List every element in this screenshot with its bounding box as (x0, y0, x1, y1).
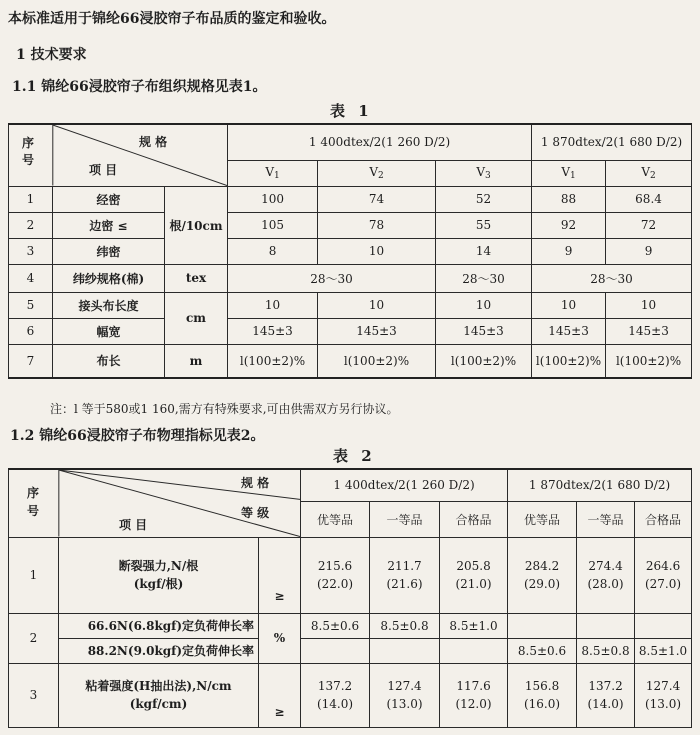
table-cell: 优等品 (301, 501, 370, 537)
table-cell: 纬纱规格(棉) (53, 264, 165, 292)
table-row (9, 537, 692, 613)
table1-header-diagonal (9, 124, 228, 186)
table-cell: l(100±2)% (532, 344, 606, 378)
table-cell: 92 (532, 212, 606, 238)
table-cell: 66.6N(6.8kgf)定负荷伸长率 (59, 613, 259, 638)
table-cell: 边密 ≤ (53, 212, 165, 238)
section-heading-1: 1 技术要求 (16, 47, 87, 63)
unit-density: 根/10cm (165, 186, 228, 264)
table-cell: 145±3 (606, 318, 692, 344)
table-cell (59, 537, 259, 613)
table-cell: l(100±2)% (318, 344, 436, 378)
cell-value: (21.6) (386, 577, 423, 591)
table-cell: 14 (436, 238, 532, 264)
table-cell: 4 (9, 264, 53, 292)
table-cell: 68.4 (606, 186, 692, 212)
table-cell: 52 (436, 186, 532, 212)
cell-value: 205.8 (456, 559, 491, 573)
table-cell: l(100±2)% (436, 344, 532, 378)
table-cell: 88.2N(9.0kgf)定负荷伸长率 (59, 638, 259, 663)
table-cell: 1 (9, 186, 53, 212)
cell-value: 284.2 (524, 559, 560, 573)
table-cell (440, 638, 508, 663)
table-cell: 合格品 (635, 501, 692, 537)
table-cell (577, 537, 635, 613)
table-cell: 一等品 (577, 501, 635, 537)
cell-value: 断裂强力,N/根 (118, 559, 199, 573)
cell-value: 156.8 (524, 679, 560, 693)
cell-value: (13.0) (386, 697, 423, 711)
table-cell: ≥ (259, 663, 301, 727)
intro-text: 本标准适用于锦纶66浸胶帘子布品质的鉴定和验收。 (8, 11, 336, 27)
table-cell (635, 613, 692, 638)
table-cell: 10 (606, 292, 692, 318)
table2-hdr-spec: 规 格 (241, 476, 270, 490)
table-cell: 10 (532, 292, 606, 318)
table-cell: 布长 (53, 344, 165, 378)
table2-caption: 表 2 (333, 447, 376, 465)
table-cell (59, 663, 259, 727)
table-cell: 145±3 (436, 318, 532, 344)
table-cell: 5 (9, 292, 53, 318)
table-cell: 100 (228, 186, 318, 212)
table2-hdr-seq: 序号 (26, 486, 39, 518)
table-cell: 9 (532, 238, 606, 264)
table-cell: 8.5±0.8 (370, 613, 440, 638)
section-heading-1-2: 1.2 锦纶66浸胶帘子布物理指标见表2。 (10, 428, 265, 444)
table-cell (370, 537, 440, 613)
table-row (9, 264, 692, 292)
cell-value: (14.0) (316, 697, 354, 711)
cell-value: (13.0) (644, 697, 682, 711)
cell-value: 274.4 (588, 559, 623, 573)
table1-hdr-spec: 规 格 (139, 135, 168, 149)
table-cell: 8.5±0.8 (577, 638, 635, 663)
table2-header-diagonal (9, 469, 301, 537)
table-cell: 78 (318, 212, 436, 238)
cell-value: $V_2$ (369, 165, 384, 181)
table1-note: 注：l 等于580或1 160,需方有特殊要求,可由供需双方另行协议。 (50, 402, 399, 416)
table-cell: 纬密 (53, 238, 165, 264)
table-cell: 8 (228, 238, 318, 264)
table-cell: 10 (436, 292, 532, 318)
cell-value: (27.0) (644, 577, 682, 591)
table-cell: % (259, 613, 301, 663)
table-cell (577, 663, 635, 727)
cell-value: $V_2$ (641, 165, 656, 181)
cell-value: (21.0) (455, 577, 492, 591)
cell-value: (12.0) (455, 697, 492, 711)
table-cell: 优等品 (508, 501, 577, 537)
table-cell (440, 537, 508, 613)
cell-value: 粘着强度(H抽出法),N/cm (85, 679, 232, 693)
table-row (9, 212, 692, 238)
cell-value: (kgf/根) (133, 577, 184, 591)
cell-value: 127.4 (387, 679, 422, 693)
table-cell: 一等品 (370, 501, 440, 537)
cell-value: 264.6 (645, 559, 681, 573)
table2-hdr-grade: 等 级 (241, 506, 270, 520)
table1-col-v2 (318, 160, 436, 186)
table-cell (577, 613, 635, 638)
cell-value: (16.0) (523, 697, 561, 711)
cell-value: (22.0) (316, 577, 354, 591)
cell-value: (kgf/cm) (129, 697, 188, 711)
table1-col-v1 (228, 160, 318, 186)
table-cell: 74 (318, 186, 436, 212)
table-cell: 接头布长度 (53, 292, 165, 318)
table2-group1: 1 400dtex/2(1 260 D/2) (301, 469, 508, 501)
table-cell: 7 (9, 344, 53, 378)
table-cell: 8.5±0.6 (301, 613, 370, 638)
table-cell (508, 663, 577, 727)
table-cell: 72 (606, 212, 692, 238)
table-cell: 105 (228, 212, 318, 238)
table-cell: 8.5±1.0 (635, 638, 692, 663)
table-cell: 2 (9, 613, 59, 663)
table-row (9, 344, 692, 378)
cell-value: 215.6 (317, 559, 353, 573)
table-cell: 经密 (53, 186, 165, 212)
table-cell: 6 (9, 318, 53, 344)
table-cell: 10 (318, 292, 436, 318)
table-2 (8, 468, 692, 728)
table-cell: 合格品 (440, 501, 508, 537)
table1-col-v2b (606, 160, 692, 186)
section-heading-1-1: 1.1 锦纶66浸胶帘子布组织规格见表1。 (12, 79, 267, 95)
cell-value: 211.7 (387, 559, 422, 573)
table-cell (301, 663, 370, 727)
cell-value: $V_3$ (476, 165, 491, 181)
table2-group2: 1 870dtex/2(1 680 D/2) (508, 469, 692, 501)
table-cell (301, 537, 370, 613)
table-cell: 1 (9, 537, 59, 613)
cell-value: 117.6 (456, 679, 491, 693)
table-cell (440, 663, 508, 727)
table-cell: 88 (532, 186, 606, 212)
table-cell: l(100±2)% (228, 344, 318, 378)
table-cell: 9 (606, 238, 692, 264)
table1-group2: 1 870dtex/2(1 680 D/2) (532, 124, 692, 160)
table-row (9, 613, 692, 638)
table-cell (508, 613, 577, 638)
unit-cm: cm (165, 292, 228, 344)
table-row (9, 238, 692, 264)
table-cell: 10 (228, 292, 318, 318)
table-cell: 3 (9, 238, 53, 264)
table-cell: 8.5±1.0 (440, 613, 508, 638)
table-cell: 145±3 (228, 318, 318, 344)
table-row (9, 663, 692, 727)
cell-value: (29.0) (523, 577, 561, 591)
table-cell: 145±3 (532, 318, 606, 344)
table-cell: tex (165, 264, 228, 292)
table-cell: 28～30 (532, 264, 692, 292)
table-cell: 8.5±0.6 (508, 638, 577, 663)
table-cell: 55 (436, 212, 532, 238)
table-row (9, 186, 692, 212)
table-cell: 28～30 (436, 264, 532, 292)
table1-col-v1b (532, 160, 606, 186)
table-row (9, 318, 692, 344)
table-cell (301, 638, 370, 663)
table-cell (635, 663, 692, 727)
cell-value: $V_1$ (561, 165, 576, 181)
cell-value: $V_1$ (265, 165, 280, 181)
table-cell (370, 663, 440, 727)
table-cell: 2 (9, 212, 53, 238)
table-cell (635, 537, 692, 613)
table1-caption: 表 1 (330, 102, 373, 120)
table1-group1: 1 400dtex/2(1 260 D/2) (228, 124, 532, 160)
table-cell: 145±3 (318, 318, 436, 344)
cell-value: (28.0) (587, 577, 624, 591)
table-cell: ≥ (259, 537, 301, 613)
table-cell: 28～30 (228, 264, 436, 292)
table-row (9, 638, 692, 663)
table-cell: m (165, 344, 228, 378)
table-cell: 幅宽 (53, 318, 165, 344)
table-cell (508, 537, 577, 613)
table-cell (370, 638, 440, 663)
table1-col-v3 (436, 160, 532, 186)
table2-hdr-item: 项 目 (119, 518, 148, 532)
table1-hdr-seq: 序号 (21, 136, 34, 167)
table1-hdr-item: 项 目 (89, 163, 118, 177)
cell-value: 127.4 (645, 679, 681, 693)
table-cell: l(100±2)% (606, 344, 692, 378)
table-1 (8, 123, 692, 379)
cell-value: (14.0) (587, 697, 624, 711)
table-row (9, 292, 692, 318)
table-cell: 3 (9, 663, 59, 727)
table-cell: 10 (318, 238, 436, 264)
cell-value: 137.2 (588, 679, 623, 693)
cell-value: 137.2 (317, 679, 353, 693)
